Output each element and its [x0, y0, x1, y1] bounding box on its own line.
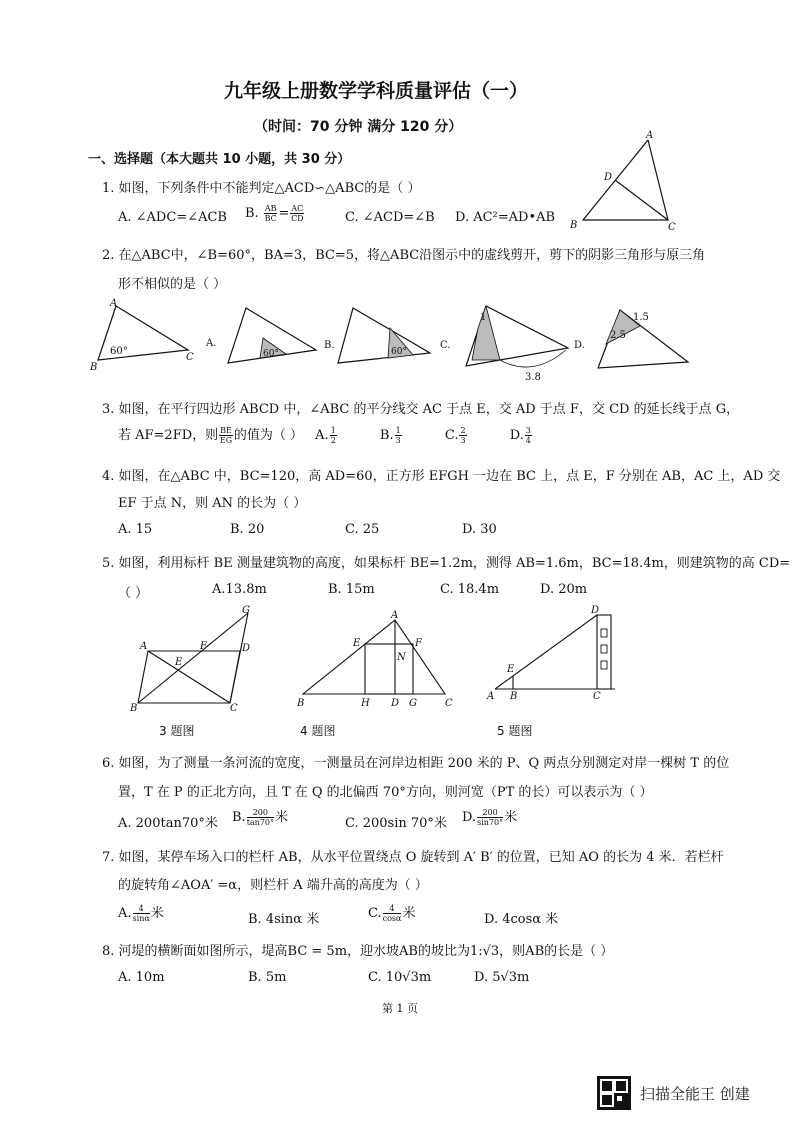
- page-title: 九年级上册数学学科质量评估（一）: [224, 80, 529, 102]
- q4-option-d: D. 30: [462, 522, 497, 537]
- q1-label-c: C: [668, 222, 676, 233]
- q1-label-a: A: [646, 130, 654, 141]
- svg-text:D: D: [242, 643, 251, 654]
- q2-angle: 60°: [110, 346, 128, 357]
- q8-option-c: C. 10√3m: [368, 970, 432, 985]
- q4-option-c: C. 25: [345, 522, 380, 537]
- q3-line2: 若 AF=2FD，则 $\frac{BE}{EG}$ 的值为（ ） A. $\frac{1}{2}$ B. $\frac{1}{3}$ C. $\frac{2}{3}$ D. $\frac{3}{4}$: [118, 426, 531, 445]
- page-number: 第 1 页: [382, 1002, 418, 1015]
- q2-opt-a: A.: [206, 338, 217, 349]
- svg-text:D: D: [591, 605, 600, 616]
- q1-option-d: D. AC²=AD•AB: [455, 210, 556, 225]
- svg-text:B: B: [130, 703, 138, 714]
- section-heading: 一、选择题（本大题共 10 小题，共 30 分）: [88, 152, 351, 167]
- q2-label-a: A: [110, 298, 118, 309]
- q7-line1: 7. 如图，某停车场入口的栏杆 AB，从水平位置绕点 O 旋转到 A′ B′ 的位置，已知 AO 的长为 4 米．若栏杆: [102, 850, 724, 865]
- svg-text:D: D: [391, 698, 400, 709]
- q6-option-c: C. 200sin 70°米: [345, 816, 447, 831]
- q1-option-b: B. $\frac{AB}{BC}$ = $\frac{AC}{CD}$: [245, 204, 304, 223]
- q7-option-b: B. 4sinα 米: [248, 912, 320, 927]
- q5-line1: 5. 如图，利用标杆 BE 测量建筑物的高度，如果标杆 BE=1.2m，测得 AB=1.6m，BC=18.4m，则建筑物的高 CD=: [102, 556, 791, 571]
- q2-label-b: B: [90, 362, 98, 373]
- fig3-caption: 3 题图: [159, 724, 195, 738]
- svg-text:E: E: [507, 664, 515, 675]
- watermark: 扫描全能王 创建: [640, 1085, 750, 1103]
- q2-line2: 形不相似的是（ ）: [118, 277, 227, 292]
- svg-text:F: F: [415, 638, 422, 649]
- q7-option-c: C. $\frac{4}{\cos\alpha}$ 米: [368, 904, 416, 923]
- svg-text:E: E: [353, 638, 361, 649]
- q6-line1: 6. 如图，为了测量一条河流的宽度，一测量员在河岸边相距 200 米的 P、Q 两点分别测定对岸一棵树 T 的位: [102, 756, 730, 771]
- svg-text:1.5: 1.5: [633, 312, 649, 323]
- fig4-caption: 4 题图: [300, 724, 336, 738]
- svg-text:F: F: [200, 641, 207, 652]
- fig5-caption: 5 题图: [497, 724, 533, 738]
- svg-text:E: E: [175, 657, 183, 668]
- svg-text:C: C: [445, 698, 453, 709]
- svg-text:B: B: [510, 691, 518, 702]
- q1-figure: [568, 130, 698, 233]
- q1-label-d: D: [604, 172, 613, 183]
- svg-text:A: A: [140, 641, 148, 652]
- q2-line1: 2. 在△ABC中，∠B=60°，BA=3，BC=5，将△ABC沿图示中的虚线剪开，剪下的阴影三角形与原三角: [102, 248, 706, 263]
- q4-line1: 4. 如图，在△ABC 中，BC=120，高 AD=60，正方形 EFGH 一边在 BC 上，点 E，F 分别在 AB，AC 上，AD 交: [102, 469, 781, 484]
- q1-option-c: C. ∠ACD=∠B: [345, 210, 435, 225]
- svg-text:A: A: [487, 691, 495, 702]
- q5-option-a: A.13.8m: [212, 582, 267, 597]
- svg-text:A: A: [391, 610, 399, 621]
- q6-line2: 置，T 在 P 的正北方向，且 T 在 Q 的北偏西 70°方向，则河宽（PT 的长）可以表示为（ ）: [118, 785, 653, 800]
- q2-label-c: C: [186, 352, 194, 363]
- q8-option-d: D. 5√3m: [474, 970, 530, 985]
- q4-line2: EF 于点 N，则 AN 的长为（ ）: [118, 496, 307, 511]
- fig5-building: [485, 607, 625, 702]
- q6-option-b: B. $\frac{200}{\tan 70^\circ}$ 米: [232, 808, 289, 827]
- q8-option-a: A. 10m: [118, 970, 165, 985]
- q4-option-b: B. 20: [230, 522, 265, 537]
- svg-text:60°: 60°: [263, 349, 279, 359]
- fig4-triangle: [295, 612, 455, 712]
- fig3-parallelogram: [130, 605, 260, 715]
- q6-option-d: D. $\frac{200}{\sin 70^\circ}$ 米: [462, 808, 518, 827]
- svg-text:60°: 60°: [391, 347, 407, 357]
- svg-text:C: C: [230, 703, 238, 714]
- svg-text:G: G: [242, 605, 250, 616]
- q1-option-a: A. ∠ADC=∠ACB: [118, 210, 227, 225]
- q7-line2: 的旋转角∠AOA′ =α，则栏杆 A 端升高的高度为（ ）: [118, 878, 428, 893]
- q1-label-b: B: [570, 220, 578, 231]
- svg-text:G: G: [409, 698, 417, 709]
- svg-text:2.5: 2.5: [610, 330, 626, 341]
- svg-text:B: B: [297, 698, 305, 709]
- q2-opt-d: D.: [574, 340, 585, 351]
- page-subtitle: （时间：70 分钟 满分 120 分）: [254, 119, 463, 135]
- qr-code-icon: [597, 1076, 631, 1110]
- svg-text:N: N: [397, 652, 406, 663]
- q2-figures: [88, 298, 698, 388]
- q7-option-d: D. 4cosα 米: [484, 912, 559, 927]
- svg-text:3.8: 3.8: [525, 372, 541, 383]
- q5-option-c: C. 18.4m: [440, 582, 500, 597]
- q5-option-d: D. 20m: [540, 582, 588, 597]
- q8-line1: 8. 河堤的横断面如图所示，堤高BC = 5m，迎水坡AB的坡比为1:√3，则AB的长是（ ）: [102, 944, 614, 959]
- svg-text:1: 1: [480, 312, 487, 323]
- q8-option-b: B. 5m: [248, 970, 287, 985]
- q4-option-a: A. 15: [118, 522, 153, 537]
- q7-option-a: A. $\frac{4}{\sin\alpha}$ 米: [118, 904, 164, 923]
- q5-option-b: B. 15m: [328, 582, 375, 597]
- q2-opt-c: C.: [440, 340, 451, 351]
- q1-stem: 1. 如图，下列条件中不能判定△ACD∽△ABC的是（ ）: [102, 181, 421, 196]
- q6-option-a: A. 200tan70°米: [118, 816, 218, 831]
- svg-text:H: H: [361, 698, 370, 709]
- q3-line1: 3. 如图，在平行四边形 ABCD 中，∠ABC 的平分线交 AC 于点 E，交 AD 于点 F，交 CD 的延长线于点 G，: [102, 402, 740, 417]
- q2-opt-b: B.: [324, 340, 335, 351]
- q5-line2: （ ）: [118, 586, 149, 601]
- svg-text:C: C: [593, 691, 601, 702]
